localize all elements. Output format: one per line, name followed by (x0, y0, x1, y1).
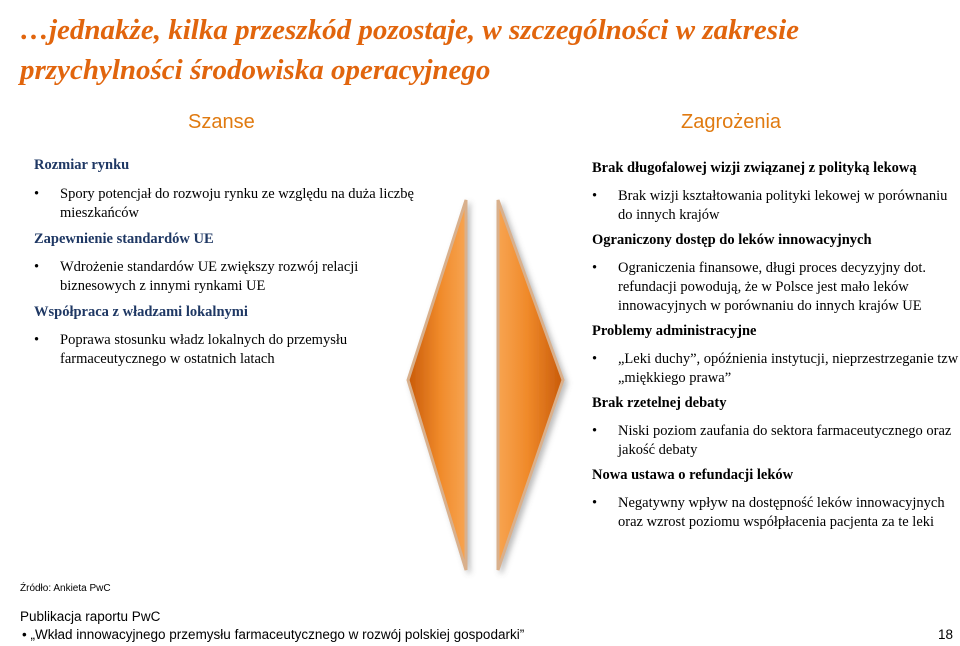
section-title-new-law: Nowa ustawa o refundacji leków (592, 467, 794, 483)
bullet-list (34, 185, 414, 223)
right-arrow-shape (498, 200, 563, 570)
list-item: • Brak wizji kształtowania polityki lekowej w porównaniu do innych krajów (592, 188, 948, 223)
threats-heading: Zagrożenia (681, 111, 782, 133)
bullet-list (34, 331, 414, 369)
page-number: 18 (938, 627, 954, 642)
list-item: • Negatywny wpływ na dostępność leków innowacyjnych oraz wzrost poziomu współpłacenia pacjenta za te leki (592, 495, 945, 530)
bullet-list (592, 259, 960, 316)
list-item: • Wdrożenie standardów UE zwiększy rozwój relacji biznesowych z innymi rynkami UE (34, 259, 359, 294)
bullet-icon: • (592, 351, 598, 367)
slide-title: …jednakże, kilka przeszkód pozostaje, w szczególności w zakresie przychylności środowiska operacyjnego (20, 14, 799, 86)
bullet-list (592, 494, 960, 532)
list-item: • Poprawa stosunku władz lokalnych do przemysłu farmaceutycznego w ostatnich latach (34, 332, 348, 367)
list-item: • „Leki duchy”, opóźnienia instytucji, nieprzestrzeganie tzw „miękkiego prawa” (592, 351, 959, 386)
bullet-icon: • (592, 423, 598, 439)
section-title-local-cooperation: Współpraca z władzami lokalnymi (34, 304, 248, 320)
threats-column (592, 159, 960, 532)
bullet-icon: • (592, 188, 598, 204)
footer-publication: Publikacja raportu PwC (20, 609, 161, 624)
section-title-market-size: Rozmiar rynku (34, 157, 130, 173)
bullet-list (592, 187, 960, 225)
opportunities-heading: Szanse (188, 111, 255, 133)
list-item: • Niski poziom zaufania do sektora farmaceutycznego oraz jakość debaty (592, 423, 952, 458)
bullet-icon: • (592, 495, 598, 511)
section-title-long-term-vision: Brak długofalowej wizji związanej z polityką lekową (592, 160, 917, 176)
bullet-icon: • (22, 627, 31, 642)
list-item: • Ograniczenia finansowe, długi proces decyzyjny dot. refundacji powodują, że w Polsce jest mało leków innowacyjnych w porównaniu do innych krajów UE (592, 260, 927, 314)
section-title-limited-access: Ograniczony dostęp do leków innowacyjnych (592, 232, 872, 248)
opportunities-column (34, 156, 414, 369)
bullet-list (592, 422, 960, 460)
bullet-icon: • (34, 186, 40, 202)
list-item: • Spory potencjał do rozwoju rynku ze względu na duża liczbę mieszkańców (34, 186, 414, 221)
double-arrow-icon (398, 170, 578, 590)
bullet-icon: • (34, 332, 40, 348)
section-title-admin-problems: Problemy administracyjne (592, 323, 757, 339)
source-note: Źródło: Ankieta PwC (20, 583, 111, 594)
section-title-no-debate: Brak rzetelnej debaty (592, 395, 727, 411)
section-title-eu-standards: Zapewnienie standardów UE (34, 231, 214, 247)
bullet-icon: • (592, 260, 598, 276)
footer-report-title: • „Wkład innowacyjnego przemysłu farmaceutycznego w rozwój polskiej gospodarki” (22, 627, 525, 642)
bullet-icon: • (34, 259, 40, 275)
bullet-list (592, 350, 960, 388)
left-arrow-shape (408, 200, 466, 570)
bullet-list (34, 258, 414, 296)
